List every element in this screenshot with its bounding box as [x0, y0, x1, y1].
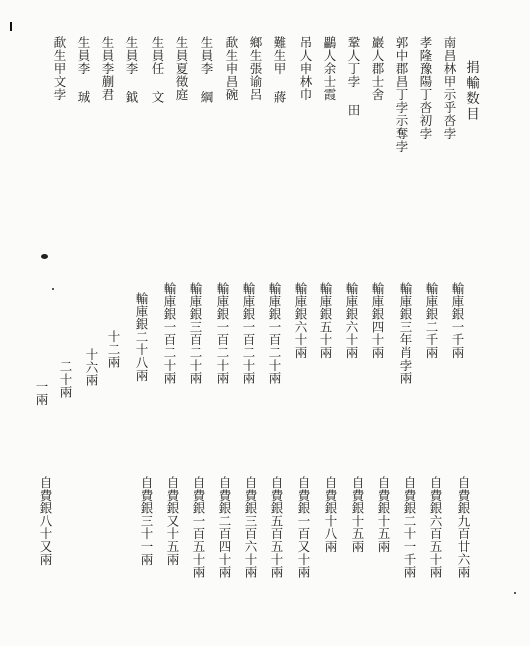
- donor-name: 郭中郡昌丁孛示奪孛: [394, 36, 409, 153]
- self-funded-amount: 自費銀九百廿六兩: [456, 476, 471, 579]
- margin-tick-mark: [10, 22, 12, 31]
- donation-amount: 輸庫銀四十兩: [370, 282, 385, 359]
- donor-name: 生員夏徵庭: [174, 36, 189, 101]
- donation-amount: 輸庫銀三年肖孛兩: [398, 282, 413, 385]
- ink-speck: [52, 288, 54, 290]
- self-funded-amount: 自費銀一百又十兩: [296, 476, 311, 579]
- ink-dot: [41, 254, 48, 259]
- donor-name: 生員李 珹: [76, 36, 91, 104]
- donor-name: 孝隆豫陽丁呇初孛: [418, 36, 433, 140]
- self-funded-amount: 自費銀八十又兩: [38, 476, 53, 566]
- donation-amount: 輸庫銀一百二十兩: [162, 282, 177, 385]
- donor-name: 鞏人丁孛 田: [346, 36, 361, 117]
- donation-amount: 輸庫銀二十八兩: [134, 292, 149, 382]
- self-funded-amount: 自費銀一百五十兩: [191, 476, 206, 579]
- donor-name: 吊人申林巾: [298, 36, 313, 101]
- self-funded-amount: 自費銀十五兩: [350, 476, 365, 553]
- donor-name: 難生甲 蔣: [272, 36, 287, 104]
- donation-amount: 輸庫銀二千兩: [424, 282, 439, 359]
- donor-name: 歃生甲文孛: [52, 36, 67, 101]
- donation-amount: 輸庫銀六十兩: [344, 282, 359, 359]
- donation-amount: 輸庫銀一千兩: [450, 282, 465, 359]
- self-funded-amount: 自費銀又十五兩: [165, 476, 180, 566]
- donor-name: 歃生申昌碗: [224, 36, 239, 101]
- donor-name: 南昌林甲示乎呇孛: [442, 36, 457, 140]
- ink-speck: [514, 592, 516, 594]
- donation-amount: 輸庫銀一百二十兩: [267, 282, 282, 385]
- donor-name: 鄉生張谕呂: [248, 36, 263, 101]
- donor-name: 生員李 鉞: [124, 36, 139, 104]
- self-funded-amount: 自費銀三十一兩: [139, 476, 154, 566]
- donation-amount: 一兩: [34, 380, 49, 406]
- donation-amount: 輸庫銀六十兩: [293, 282, 308, 359]
- donation-amount: 十二兩: [106, 330, 121, 369]
- document-title: 捐輸数目: [463, 60, 479, 122]
- self-funded-amount: 自費銀二十一千兩: [402, 476, 417, 579]
- donor-name: 生員李蒯君: [100, 36, 115, 101]
- donor-name: 生員任 文: [150, 36, 165, 104]
- self-funded-amount: 自費銀十五兩: [376, 476, 391, 553]
- donation-amount: 二十兩: [58, 360, 73, 399]
- donor-name: 生員李 綱: [199, 36, 214, 104]
- donation-amount: 輸庫銀五十兩: [318, 282, 333, 359]
- donation-amount: 十六兩: [84, 348, 99, 387]
- self-funded-amount: 自費銀六百五十兩: [428, 476, 443, 579]
- donation-amount: 輸庫銀一百二十兩: [215, 282, 230, 385]
- donor-name: 鸓人余士霞: [322, 36, 337, 101]
- self-funded-amount: 自費銀十八兩: [323, 476, 338, 553]
- donor-name: 巖人郡士舍: [370, 36, 385, 101]
- donation-amount: 輸庫銀三百二十兩: [188, 282, 203, 385]
- self-funded-amount: 自費銀五百五十兩: [269, 476, 284, 579]
- donation-amount: 輸庫銀一百二十兩: [241, 282, 256, 385]
- self-funded-amount: 自費銀二百四十兩: [217, 476, 232, 579]
- self-funded-amount: 自費銀三百六十兩: [243, 476, 258, 579]
